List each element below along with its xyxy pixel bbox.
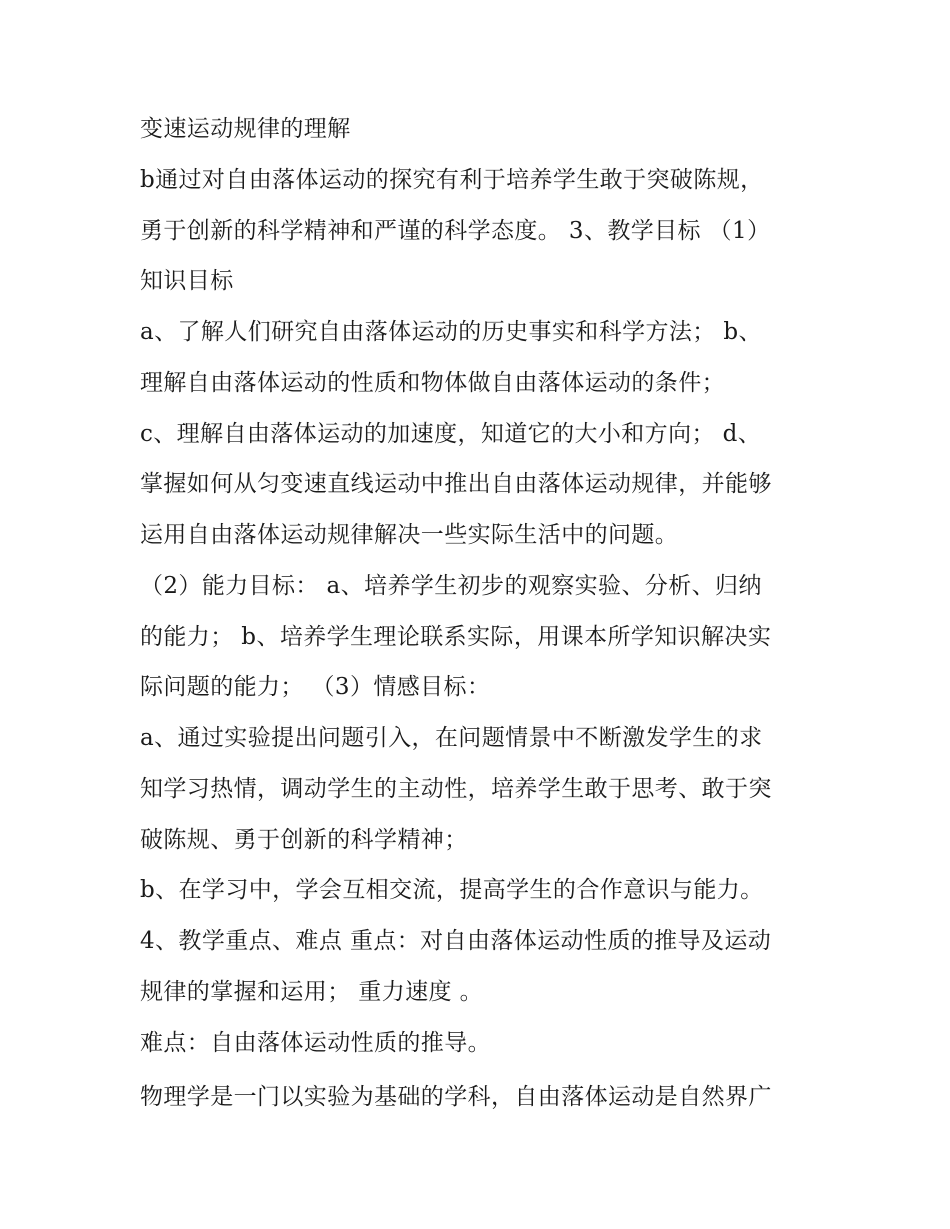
text-line: 理解自由落体运动的性质和物体做自由落体运动的条件； [140,370,725,396]
text-line: 知学习热情，调动学生的主动性，培养学生敢于思考、敢于突 [140,776,772,802]
text-line: 掌握如何从匀变速直线运动中推出自由落体运动规律，并能够 [140,471,772,497]
text-line: 4、教学重点、难点 重点：对自由落体运动性质的推导及运动 [140,928,772,954]
text-line: （2）能力目标： a、培养学生初步的观察实验、分析、归纳 [140,573,762,599]
text-line: 难点：自由落体运动性质的推导。 [140,1030,491,1056]
text-line: 知识目标 [140,268,234,294]
text-line: 规律的掌握和运用； 重力速度 。 [140,979,484,1005]
text-line: 际问题的能力； （3）情感目标： [140,674,491,700]
text-line: c、理解自由落体运动的加速度，知道它的大小和方向； d、 [140,421,762,447]
text-line: 的能力； b、培养学生理论联系实际，用课本所学知识解决实 [140,624,772,650]
text-line: 物理学是一门以实验为基础的学科，自由落体运动是自然界广 [140,1084,772,1110]
text-line: b通过对自由落体运动的探究有利于培养学生敢于突破陈规， [140,167,764,193]
text-line-heading: 变速运动规律的理解 [140,116,351,142]
text-line: 破陈规、勇于创新的科学精神； [140,827,468,853]
text-line: 勇于创新的科学精神和严谨的科学态度。 3、教学目标 （1） [140,218,771,244]
text-line: a、了解人们研究自由落体运动的历史事实和科学方法； b、 [140,319,762,345]
text-line: 运用自由落体运动规律解决一些实际生活中的问题。 [140,522,679,548]
text-line: a、通过实验提出问题引入，在问题情景中不断激发学生的求 [140,725,763,751]
text-line: b、在学习中，学会互相交流，提高学生的合作意识与能力。 [140,877,764,903]
